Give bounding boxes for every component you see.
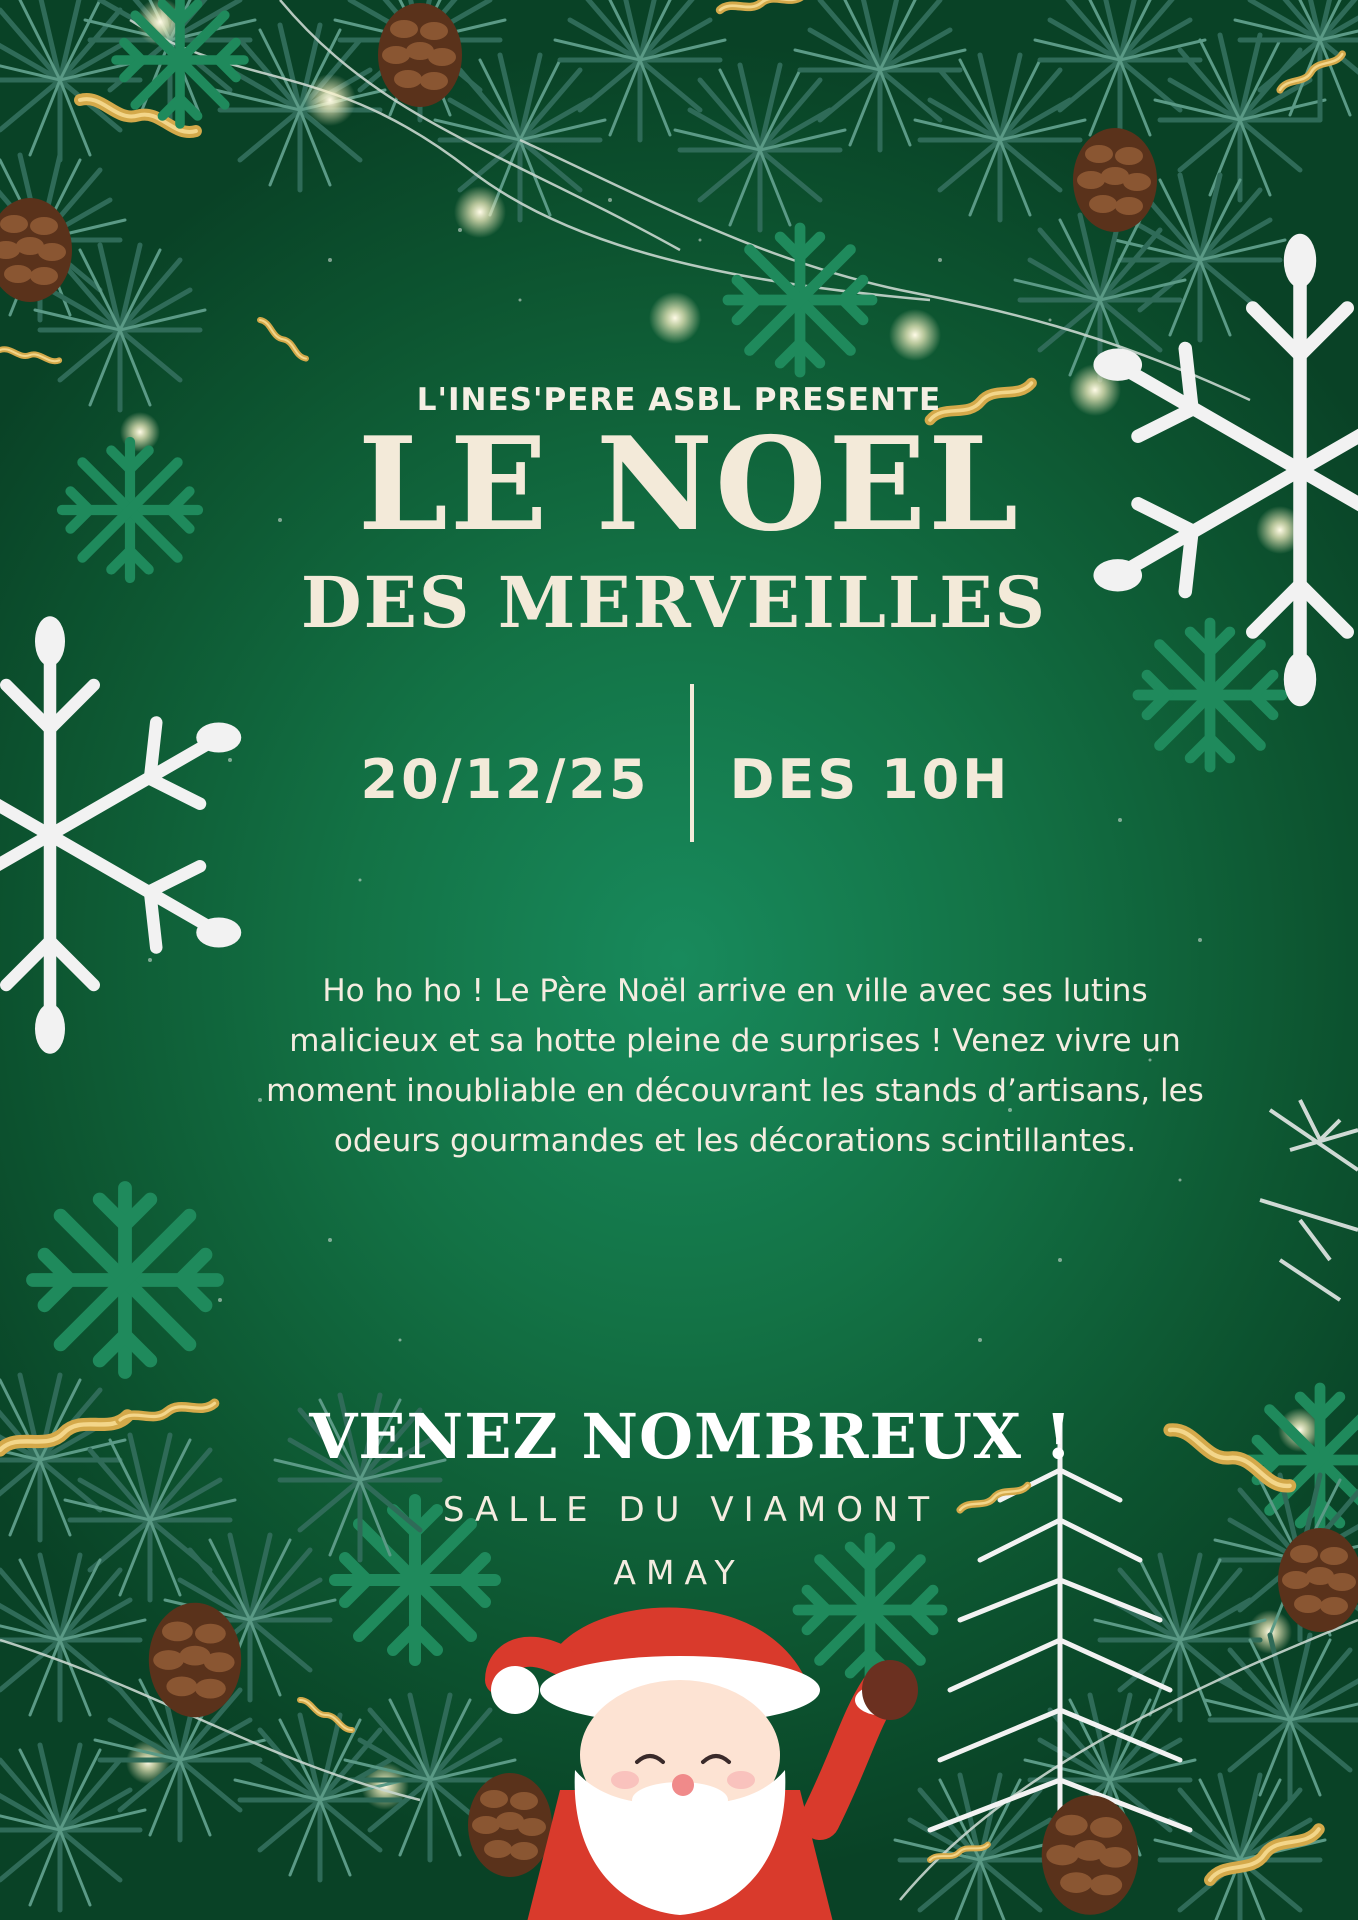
event-date: 20/12/25	[360, 748, 650, 811]
frost-right	[1260, 1100, 1358, 1300]
presenter-line: L'INES'PERE ASBL PRESENTE	[416, 382, 942, 418]
event-description: Ho ho ho ! Le Père Noël arrive en ville avec ses lutins malicieux et sa hotte pleine de surprises ! Venez vivre un moment inoubliable en découvrant les stands d’artisans, les odeurs gourmandes et les décorations scintillantes.	[266, 973, 1204, 1159]
date-time-divider	[690, 684, 694, 842]
venue-city: AMAY	[613, 1553, 745, 1592]
event-title: LE NOEL	[357, 410, 1021, 560]
call-to-action: VENEZ NOMBREUX !	[309, 1400, 1073, 1473]
frost-tree	[930, 1420, 1190, 1850]
santa-illustration	[491, 1608, 918, 1920]
event-time: DES 10H	[729, 748, 1011, 811]
venue-name: SALLE DU VIAMONT	[442, 1490, 940, 1530]
event-subtitle: DES MERVEILLES	[300, 561, 1048, 644]
